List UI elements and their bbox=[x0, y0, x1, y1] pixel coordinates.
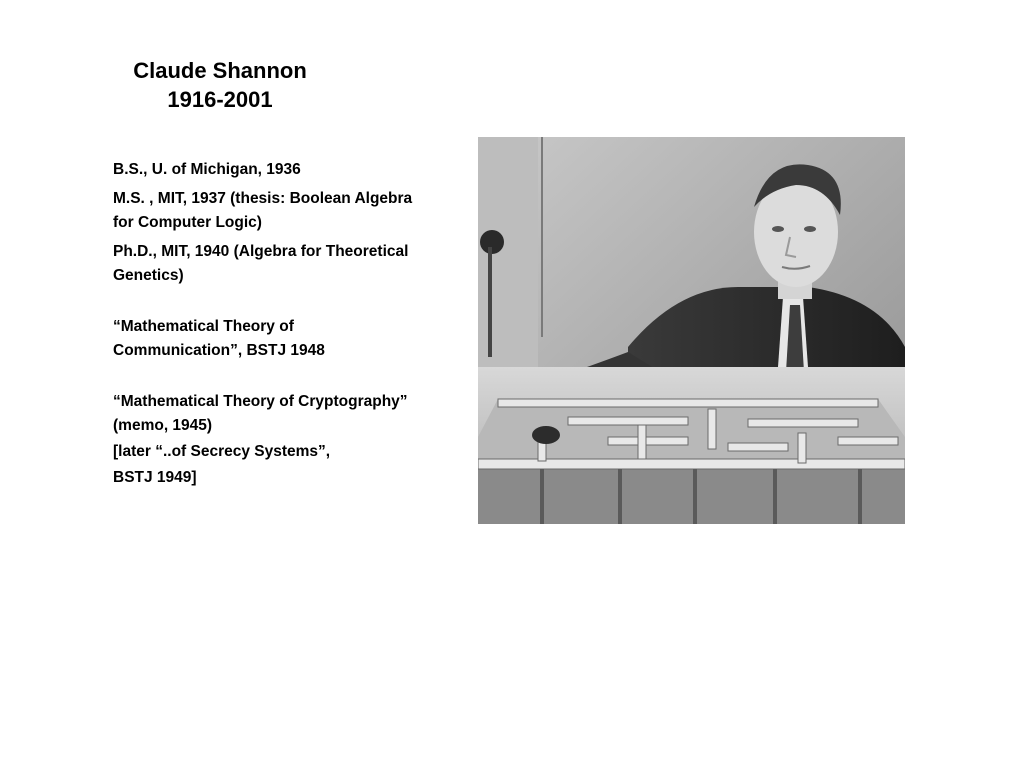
bio-item-phd: Ph.D., MIT, 1940 (Algebra for Theoretical Genetics) bbox=[113, 243, 409, 284]
slide-title bbox=[90, 56, 350, 114]
bio-item-bstj: BSTJ 1949] bbox=[113, 469, 197, 486]
bio-item-communication: “Mathematical Theory of Communication”, BSTJ 1948 bbox=[113, 318, 325, 359]
shannon-maze-photo bbox=[478, 137, 905, 524]
bio-item-cryptography: “Mathematical Theory of Cryptography” (memo, 1945) bbox=[113, 393, 408, 434]
bio-list bbox=[113, 158, 413, 495]
bio-item-ms: M.S. , MIT, 1937 (thesis: Boolean Algebra for Computer Logic) bbox=[113, 190, 413, 231]
title-name: Claude Shannon bbox=[133, 58, 307, 83]
bio-item-secrecy: [later “..of Secrecy Systems”, bbox=[113, 443, 331, 460]
title-years: 1916-2001 bbox=[167, 87, 273, 112]
bio-item-bs: B.S., U. of Michigan, 1936 bbox=[113, 161, 301, 178]
